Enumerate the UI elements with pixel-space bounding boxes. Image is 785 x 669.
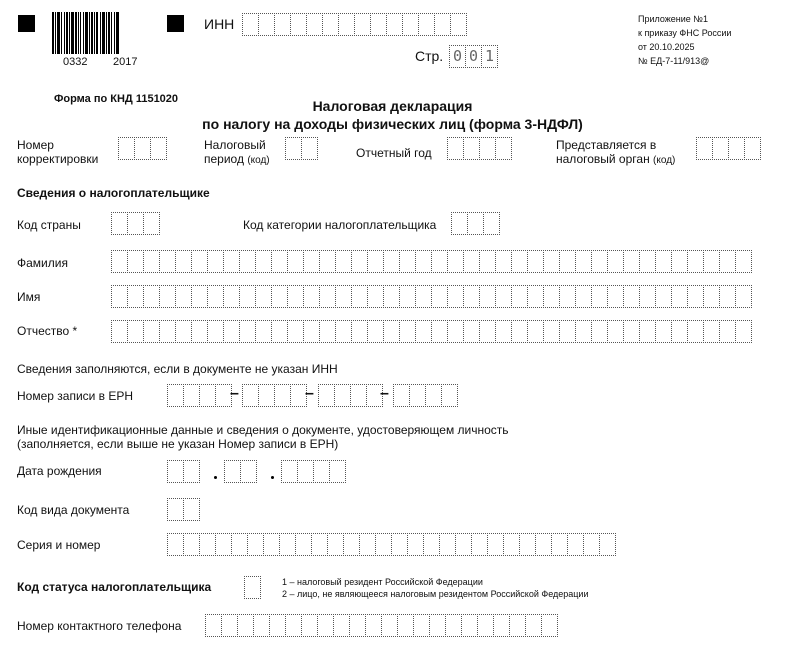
birth-year-field[interactable] bbox=[281, 460, 345, 483]
input-cell[interactable] bbox=[207, 285, 224, 308]
input-cell[interactable] bbox=[527, 250, 544, 273]
input-cell[interactable] bbox=[687, 250, 704, 273]
input-cell[interactable] bbox=[351, 285, 368, 308]
input-cell[interactable] bbox=[175, 320, 192, 343]
input-cell[interactable] bbox=[703, 250, 720, 273]
input-cell[interactable] bbox=[367, 285, 384, 308]
page-label: Стр. bbox=[415, 48, 444, 64]
input-cell[interactable] bbox=[111, 212, 128, 235]
input-cell[interactable] bbox=[191, 285, 208, 308]
phone-field[interactable] bbox=[205, 614, 557, 637]
input-cell[interactable] bbox=[271, 285, 288, 308]
input-cell[interactable] bbox=[335, 250, 352, 273]
input-cell[interactable] bbox=[543, 285, 560, 308]
input-cell[interactable] bbox=[167, 498, 184, 521]
input-cell[interactable] bbox=[493, 614, 510, 637]
page-number-field[interactable] bbox=[449, 45, 497, 68]
status-option: 1 – налоговый резидент Российской Федерации bbox=[282, 577, 483, 587]
input-cell[interactable] bbox=[423, 533, 440, 556]
input-cell[interactable] bbox=[159, 320, 176, 343]
input-cell[interactable] bbox=[439, 533, 456, 556]
input-cell[interactable] bbox=[399, 285, 416, 308]
input-cell[interactable] bbox=[351, 320, 368, 343]
input-cell[interactable] bbox=[463, 250, 480, 273]
input-cell[interactable] bbox=[367, 320, 384, 343]
input-cell[interactable] bbox=[263, 533, 280, 556]
input-cell[interactable] bbox=[455, 533, 472, 556]
birth-day-field[interactable] bbox=[167, 460, 199, 483]
inn-label: ИНН bbox=[204, 16, 235, 32]
input-cell[interactable] bbox=[242, 384, 259, 407]
input-cell[interactable] bbox=[258, 384, 275, 407]
country-code-field[interactable] bbox=[111, 212, 159, 235]
input-cell[interactable] bbox=[334, 384, 351, 407]
input-cell[interactable] bbox=[134, 137, 151, 160]
input-cell[interactable] bbox=[285, 614, 302, 637]
input-cell[interactable] bbox=[479, 250, 496, 273]
input-cell[interactable] bbox=[418, 13, 435, 36]
input-cell[interactable] bbox=[159, 285, 176, 308]
input-cell[interactable] bbox=[567, 533, 584, 556]
input-cell[interactable] bbox=[111, 285, 128, 308]
input-cell[interactable] bbox=[393, 384, 410, 407]
input-cell[interactable] bbox=[402, 13, 419, 36]
input-cell[interactable] bbox=[447, 285, 464, 308]
series-number-label: Серия и номер bbox=[17, 538, 101, 552]
input-cell[interactable] bbox=[199, 533, 216, 556]
input-cell[interactable] bbox=[127, 320, 144, 343]
input-cell[interactable] bbox=[487, 533, 504, 556]
input-cell[interactable] bbox=[527, 320, 544, 343]
input-cell[interactable] bbox=[370, 13, 387, 36]
form-title bbox=[0, 97, 785, 133]
input-cell[interactable] bbox=[744, 137, 761, 160]
input-cell[interactable] bbox=[495, 320, 512, 343]
correction-number-field[interactable] bbox=[118, 137, 166, 160]
appendix-line: к приказу ФНС России bbox=[638, 28, 732, 38]
input-cell[interactable] bbox=[575, 320, 592, 343]
input-cell[interactable] bbox=[111, 250, 128, 273]
input-cell[interactable] bbox=[503, 533, 520, 556]
ern-group-1[interactable] bbox=[167, 384, 231, 407]
input-cell[interactable] bbox=[175, 250, 192, 273]
input-cell[interactable] bbox=[381, 614, 398, 637]
input-cell[interactable] bbox=[199, 384, 216, 407]
no-inn-note: Сведения заполняются, если в документе не указан ИНН bbox=[17, 362, 338, 376]
input-cell[interactable] bbox=[255, 320, 272, 343]
input-cell[interactable] bbox=[375, 533, 392, 556]
input-cell[interactable] bbox=[399, 320, 416, 343]
input-cell[interactable] bbox=[329, 460, 346, 483]
report-year-label: Отчетный год bbox=[356, 146, 432, 160]
input-cell[interactable] bbox=[317, 614, 334, 637]
input-cell[interactable] bbox=[479, 137, 496, 160]
input-cell[interactable] bbox=[335, 285, 352, 308]
input-cell[interactable] bbox=[591, 250, 608, 273]
input-cell[interactable] bbox=[285, 137, 302, 160]
input-cell[interactable] bbox=[413, 614, 430, 637]
input-cell[interactable] bbox=[255, 285, 272, 308]
input-cell[interactable] bbox=[365, 614, 382, 637]
input-cell[interactable] bbox=[471, 533, 488, 556]
birth-date-label: Дата рождения bbox=[17, 464, 102, 478]
ern-label: Номер записи в ЕРН bbox=[17, 389, 134, 403]
input-cell[interactable] bbox=[350, 384, 367, 407]
input-cell[interactable] bbox=[313, 460, 330, 483]
input-cell[interactable] bbox=[623, 320, 640, 343]
input-cell[interactable] bbox=[735, 320, 752, 343]
title-line: по налогу на доходы физических лиц (форма 3-НДФЛ) bbox=[202, 116, 583, 132]
input-cell[interactable] bbox=[287, 250, 304, 273]
input-cell[interactable] bbox=[207, 320, 224, 343]
appendix-line: от 20.10.2025 bbox=[638, 42, 695, 52]
input-cell[interactable] bbox=[127, 285, 144, 308]
barcode-code-left: 0332 bbox=[63, 56, 88, 68]
input-cell[interactable] bbox=[391, 533, 408, 556]
surname-field[interactable] bbox=[111, 250, 751, 273]
ern-group-2[interactable] bbox=[242, 384, 306, 407]
input-cell[interactable] bbox=[281, 460, 298, 483]
input-cell[interactable] bbox=[463, 285, 480, 308]
input-cell[interactable] bbox=[479, 285, 496, 308]
input-cell[interactable] bbox=[183, 384, 200, 407]
name-label: Имя bbox=[17, 290, 41, 304]
input-cell[interactable] bbox=[297, 460, 314, 483]
phone-label: Номер контактного телефона bbox=[17, 619, 182, 633]
input-cell[interactable] bbox=[511, 320, 528, 343]
input-cell[interactable] bbox=[623, 250, 640, 273]
surname-label: Фамилия bbox=[17, 256, 68, 270]
input-cell[interactable] bbox=[335, 320, 352, 343]
input-cell[interactable] bbox=[511, 285, 528, 308]
input-cell[interactable] bbox=[239, 250, 256, 273]
input-cell[interactable] bbox=[719, 285, 736, 308]
input-cell[interactable] bbox=[269, 614, 286, 637]
input-cell[interactable] bbox=[431, 250, 448, 273]
input-cell[interactable] bbox=[327, 533, 344, 556]
input-cell[interactable] bbox=[607, 320, 624, 343]
input-cell[interactable] bbox=[255, 250, 272, 273]
input-cell[interactable] bbox=[240, 460, 257, 483]
input-cell[interactable] bbox=[143, 250, 160, 273]
input-cell[interactable] bbox=[687, 285, 704, 308]
input-cell[interactable] bbox=[655, 250, 672, 273]
doc-type-field[interactable] bbox=[167, 498, 199, 521]
doc-type-label: Код вида документа bbox=[17, 503, 130, 517]
input-cell[interactable] bbox=[543, 250, 560, 273]
input-cell[interactable] bbox=[607, 250, 624, 273]
ern-separator: – bbox=[230, 385, 239, 402]
input-cell[interactable] bbox=[319, 285, 336, 308]
input-cell[interactable] bbox=[223, 285, 240, 308]
input-cell[interactable] bbox=[274, 13, 291, 36]
input-cell[interactable] bbox=[311, 533, 328, 556]
input-cell[interactable] bbox=[301, 137, 318, 160]
input-cell[interactable] bbox=[143, 212, 160, 235]
input-cell[interactable] bbox=[639, 320, 656, 343]
input-cell[interactable] bbox=[349, 614, 366, 637]
input-cell[interactable] bbox=[441, 384, 458, 407]
input-cell[interactable] bbox=[696, 137, 713, 160]
tax-period-field[interactable] bbox=[285, 137, 317, 160]
report-year-field[interactable] bbox=[447, 137, 511, 160]
input-cell[interactable] bbox=[447, 250, 464, 273]
input-cell[interactable] bbox=[431, 320, 448, 343]
input-cell[interactable] bbox=[205, 614, 222, 637]
input-cell[interactable] bbox=[623, 285, 640, 308]
input-cell[interactable] bbox=[447, 320, 464, 343]
input-cell[interactable] bbox=[431, 285, 448, 308]
input-cell[interactable] bbox=[397, 614, 414, 637]
name-field[interactable] bbox=[111, 285, 751, 308]
ern-group-3[interactable] bbox=[318, 384, 382, 407]
input-cell[interactable] bbox=[383, 250, 400, 273]
registration-marker-left bbox=[18, 15, 35, 32]
input-cell[interactable] bbox=[535, 533, 552, 556]
input-cell[interactable] bbox=[655, 320, 672, 343]
input-cell[interactable] bbox=[703, 285, 720, 308]
input-cell[interactable] bbox=[242, 13, 259, 36]
input-cell[interactable] bbox=[118, 137, 135, 160]
input-cell[interactable] bbox=[258, 13, 275, 36]
input-cell[interactable] bbox=[223, 320, 240, 343]
correction-number-label: Номер корректировки bbox=[17, 138, 99, 166]
input-cell[interactable] bbox=[527, 285, 544, 308]
input-cell[interactable] bbox=[495, 285, 512, 308]
input-cell[interactable] bbox=[511, 250, 528, 273]
input-cell[interactable] bbox=[306, 13, 323, 36]
input-cell[interactable] bbox=[359, 533, 376, 556]
input-cell[interactable] bbox=[495, 137, 512, 160]
appendix-line: № ЕД-7-11/913@ bbox=[638, 56, 710, 66]
status-field[interactable] bbox=[244, 576, 260, 599]
input-cell[interactable] bbox=[541, 614, 558, 637]
input-cell[interactable] bbox=[183, 460, 200, 483]
barcode-code-right: 2017 bbox=[113, 56, 138, 68]
tax-authority-field[interactable] bbox=[696, 137, 760, 160]
input-cell[interactable] bbox=[559, 285, 576, 308]
input-cell[interactable] bbox=[237, 614, 254, 637]
date-separator bbox=[214, 476, 217, 479]
patronymic-label: Отчество * bbox=[17, 324, 78, 338]
input-cell[interactable] bbox=[223, 250, 240, 273]
title-line: Налоговая декларация bbox=[312, 98, 473, 114]
input-cell[interactable] bbox=[386, 13, 403, 36]
input-cell[interactable] bbox=[271, 250, 288, 273]
page-digit: 0 bbox=[449, 45, 466, 68]
input-cell[interactable] bbox=[415, 285, 432, 308]
status-options bbox=[282, 576, 588, 600]
input-cell[interactable] bbox=[167, 384, 184, 407]
input-cell[interactable] bbox=[671, 320, 688, 343]
input-cell[interactable] bbox=[719, 320, 736, 343]
input-cell[interactable] bbox=[479, 320, 496, 343]
input-cell[interactable] bbox=[383, 285, 400, 308]
input-cell[interactable] bbox=[333, 614, 350, 637]
input-cell[interactable] bbox=[671, 285, 688, 308]
status-option: 2 – лицо, не являющееся налоговым резидентом Российской Федерации bbox=[282, 589, 589, 599]
input-cell[interactable] bbox=[290, 13, 307, 36]
input-cell[interactable] bbox=[575, 285, 592, 308]
input-cell[interactable] bbox=[167, 533, 184, 556]
inn-field[interactable] bbox=[242, 13, 466, 36]
input-cell[interactable] bbox=[445, 614, 462, 637]
input-cell[interactable] bbox=[279, 533, 296, 556]
form-code: Форма по КНД 1151020 bbox=[54, 93, 179, 105]
input-cell[interactable] bbox=[495, 250, 512, 273]
input-cell[interactable] bbox=[451, 212, 468, 235]
input-cell[interactable] bbox=[111, 320, 128, 343]
input-cell[interactable] bbox=[399, 250, 416, 273]
input-cell[interactable] bbox=[167, 460, 184, 483]
ern-separator: – bbox=[305, 385, 314, 402]
input-cell[interactable] bbox=[287, 320, 304, 343]
input-cell[interactable] bbox=[509, 614, 526, 637]
input-cell[interactable] bbox=[599, 533, 616, 556]
input-cell[interactable] bbox=[271, 320, 288, 343]
input-cell[interactable] bbox=[425, 384, 442, 407]
input-cell[interactable] bbox=[343, 533, 360, 556]
input-cell[interactable] bbox=[367, 250, 384, 273]
input-cell[interactable] bbox=[591, 320, 608, 343]
input-cell[interactable] bbox=[559, 250, 576, 273]
input-cell[interactable] bbox=[231, 533, 248, 556]
form-barcode bbox=[52, 12, 119, 54]
input-cell[interactable] bbox=[477, 614, 494, 637]
input-cell[interactable] bbox=[655, 285, 672, 308]
input-cell[interactable] bbox=[159, 250, 176, 273]
series-number-field[interactable] bbox=[167, 533, 615, 556]
input-cell[interactable] bbox=[322, 13, 339, 36]
page-digit: 1 bbox=[481, 45, 498, 68]
input-cell[interactable] bbox=[607, 285, 624, 308]
tax-authority-label: Представляется в налоговый орган (код) bbox=[556, 138, 676, 166]
input-cell[interactable] bbox=[447, 137, 464, 160]
input-cell[interactable] bbox=[215, 533, 232, 556]
input-cell[interactable] bbox=[183, 498, 200, 521]
input-cell[interactable] bbox=[295, 533, 312, 556]
input-cell[interactable] bbox=[450, 13, 467, 36]
input-cell[interactable] bbox=[415, 250, 432, 273]
input-cell[interactable] bbox=[247, 533, 264, 556]
input-cell[interactable] bbox=[407, 533, 424, 556]
input-cell[interactable] bbox=[559, 320, 576, 343]
input-cell[interactable] bbox=[415, 320, 432, 343]
input-cell[interactable] bbox=[735, 250, 752, 273]
input-cell[interactable] bbox=[143, 320, 160, 343]
input-cell[interactable] bbox=[483, 212, 500, 235]
input-cell[interactable] bbox=[274, 384, 291, 407]
input-cell[interactable] bbox=[318, 384, 335, 407]
input-cell[interactable] bbox=[143, 285, 160, 308]
input-cell[interactable] bbox=[175, 285, 192, 308]
input-cell[interactable] bbox=[712, 137, 729, 160]
barcode-bar bbox=[116, 12, 119, 54]
ern-group-4[interactable] bbox=[393, 384, 457, 407]
input-cell[interactable] bbox=[719, 250, 736, 273]
input-cell[interactable] bbox=[183, 533, 200, 556]
input-cell[interactable] bbox=[253, 614, 270, 637]
input-cell[interactable] bbox=[639, 250, 656, 273]
input-cell[interactable] bbox=[639, 285, 656, 308]
input-cell[interactable] bbox=[191, 320, 208, 343]
date-separator bbox=[271, 476, 274, 479]
input-cell[interactable] bbox=[303, 285, 320, 308]
input-cell[interactable] bbox=[519, 533, 536, 556]
input-cell[interactable] bbox=[583, 533, 600, 556]
input-cell[interactable] bbox=[319, 250, 336, 273]
input-cell[interactable] bbox=[551, 533, 568, 556]
input-cell[interactable] bbox=[319, 320, 336, 343]
input-cell[interactable] bbox=[463, 320, 480, 343]
input-cell[interactable] bbox=[351, 250, 368, 273]
input-cell[interactable] bbox=[207, 250, 224, 273]
page-digit: 0 bbox=[465, 45, 482, 68]
input-cell[interactable] bbox=[287, 285, 304, 308]
input-cell[interactable] bbox=[150, 137, 167, 160]
input-cell[interactable] bbox=[239, 285, 256, 308]
input-cell[interactable] bbox=[127, 250, 144, 273]
input-cell[interactable] bbox=[354, 13, 371, 36]
input-cell[interactable] bbox=[224, 460, 241, 483]
input-cell[interactable] bbox=[591, 285, 608, 308]
appendix-block bbox=[638, 12, 731, 68]
input-cell[interactable] bbox=[703, 320, 720, 343]
input-cell[interactable] bbox=[728, 137, 745, 160]
input-cell[interactable] bbox=[735, 285, 752, 308]
input-cell[interactable] bbox=[575, 250, 592, 273]
input-cell[interactable] bbox=[543, 320, 560, 343]
input-cell[interactable] bbox=[127, 212, 144, 235]
input-cell[interactable] bbox=[687, 320, 704, 343]
input-cell[interactable] bbox=[434, 13, 451, 36]
status-label: Код статуса налогоплательщика bbox=[17, 580, 212, 594]
input-cell[interactable] bbox=[239, 320, 256, 343]
input-cell[interactable] bbox=[525, 614, 542, 637]
ern-separator: – bbox=[380, 385, 389, 402]
input-cell[interactable] bbox=[429, 614, 446, 637]
category-code-label: Код категории налогоплательщика bbox=[243, 218, 437, 232]
input-cell[interactable] bbox=[303, 250, 320, 273]
category-code-field[interactable] bbox=[451, 212, 499, 235]
input-cell[interactable] bbox=[338, 13, 355, 36]
input-cell[interactable] bbox=[461, 614, 478, 637]
birth-month-field[interactable] bbox=[224, 460, 256, 483]
input-cell[interactable] bbox=[221, 614, 238, 637]
input-cell[interactable] bbox=[409, 384, 426, 407]
input-cell[interactable] bbox=[671, 250, 688, 273]
input-cell[interactable] bbox=[301, 614, 318, 637]
input-cell[interactable] bbox=[463, 137, 480, 160]
input-cell[interactable] bbox=[383, 320, 400, 343]
taxpayer-section-title: Сведения о налогоплательщике bbox=[17, 186, 210, 200]
tax-period-label: Налоговый период (код) bbox=[204, 138, 270, 166]
country-code-label: Код страны bbox=[17, 218, 81, 232]
input-cell[interactable] bbox=[303, 320, 320, 343]
input-cell[interactable] bbox=[244, 576, 261, 599]
patronymic-field[interactable] bbox=[111, 320, 751, 343]
appendix-line: Приложение №1 bbox=[638, 14, 708, 24]
identity-note: Иные идентификационные данные и сведения о документе, удостоверяющем личность (заполняется, если выше не указан Номер записи в ЕРН) bbox=[17, 423, 509, 451]
input-cell[interactable] bbox=[191, 250, 208, 273]
registration-marker-right bbox=[167, 15, 184, 32]
input-cell[interactable] bbox=[467, 212, 484, 235]
